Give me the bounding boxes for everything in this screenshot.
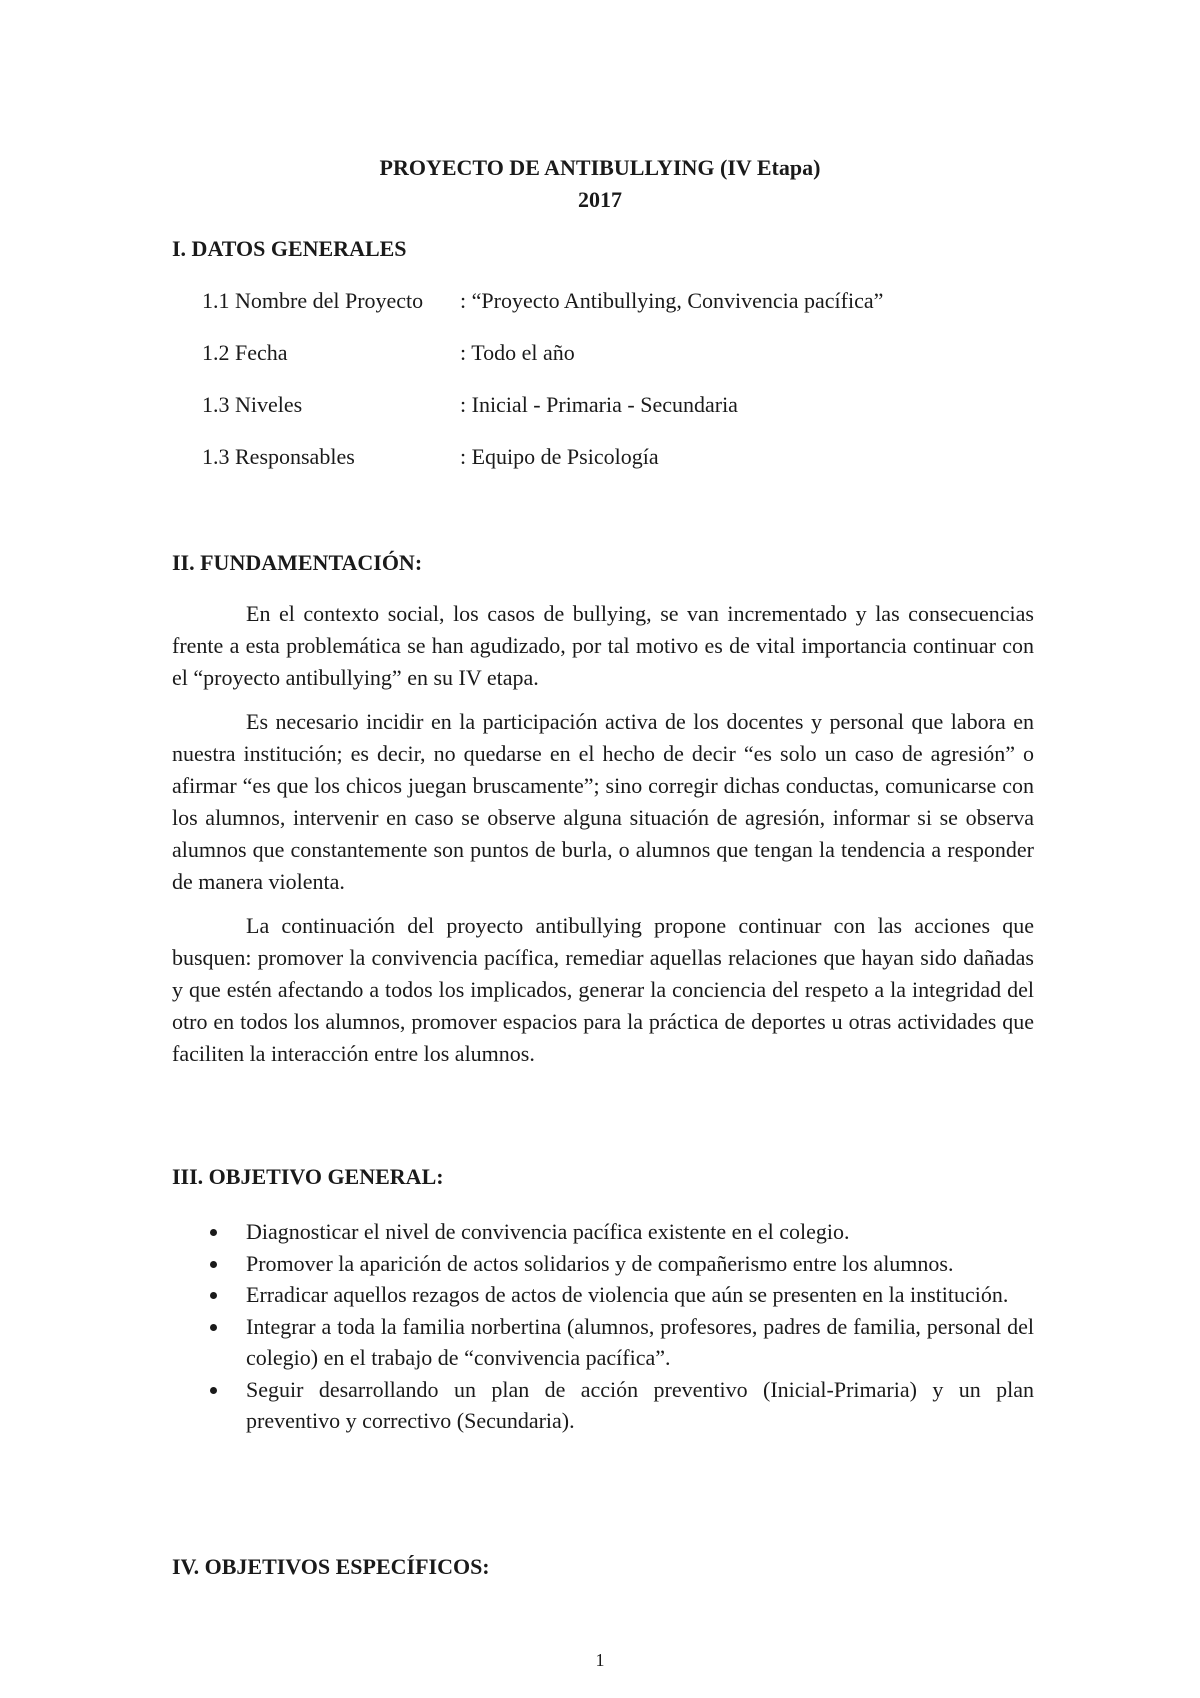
datos-label: 1.2 Fecha (202, 340, 288, 365)
bullet-icon (210, 1292, 217, 1299)
section-heading-fundamentacion: II. FUNDAMENTACIÓN: (172, 550, 423, 575)
datos-generales-list (202, 286, 883, 494)
datos-row (202, 442, 883, 494)
section-heading-datos-generales: I. DATOS GENERALES (172, 236, 407, 261)
list-item-text: Integrar a toda la familia norbertina (alumnos, profesores, padres de familia, personal del colegio) en el trabajo de “convivencia pacífica”. (246, 1313, 1034, 1370)
list-item (172, 1216, 1034, 1248)
section-heading-objetivos-especificos: IV. OBJETIVOS ESPECÍFICOS: (172, 1554, 490, 1579)
objetivo-general-list (172, 1216, 1034, 1437)
list-item (172, 1374, 1034, 1437)
bullet-icon (210, 1261, 217, 1268)
list-item (172, 1248, 1034, 1280)
paragraph: Es necesario incidir en la participación activa de los docentes y personal que labora en nuestra institución; es decir, no quedarse en el hecho de decir “es solo un caso de agresión” o afirmar “es que los chicos juegan bruscamente”; sino corregir dichas conductas, comunicarse con los alumnos, intervenir en caso se observe alguna situación de agresión, informar si se observa alumnos que constantemente son puntos de burla, o alumnos que tengan la tendencia a responder de manera violenta. (172, 709, 1034, 894)
page-number: 1 (595, 1650, 605, 1670)
paragraph: La continuación del proyecto antibullying propone continuar con las acciones que busquen: promover la convivencia pacífica, remediar aquellas relaciones que hayan sido dañadas y que estén afectando a todos los implicados, generar la conciencia del respeto a la integridad del otro en todos los alumnos, promover espacios para la práctica de deportes u otras actividades que faciliten la interacción entre los alumnos. (172, 913, 1034, 1066)
section-heading-objetivo-general: III. OBJETIVO GENERAL: (172, 1164, 444, 1189)
datos-label: 1.3 Niveles (202, 392, 303, 417)
datos-value: : Todo el año (460, 340, 575, 365)
list-item-text: Diagnosticar el nivel de convivencia pacífica existente en el colegio. (246, 1219, 850, 1244)
bullet-icon (210, 1387, 217, 1394)
document-title (0, 152, 1200, 216)
list-item (172, 1279, 1034, 1311)
datos-value: : Inicial - Primaria - Secundaria (460, 392, 738, 417)
datos-row (202, 338, 883, 390)
list-item (172, 1311, 1034, 1374)
list-item-text: Erradicar aquellos rezagos de actos de violencia que aún se presenten en la institución. (246, 1282, 1009, 1307)
title-line-2: 2017 (578, 187, 622, 212)
datos-label: 1.1 Nombre del Proyecto (202, 288, 424, 313)
datos-row (202, 390, 883, 442)
title-line-1: PROYECTO DE ANTIBULLYING (IV Etapa) (379, 155, 821, 180)
bullet-icon (210, 1324, 217, 1331)
datos-row (202, 286, 883, 338)
list-item-text: Promover la aparición de actos solidarios y de compañerismo entre los alumnos. (246, 1250, 954, 1276)
fundamentacion-body (172, 598, 1034, 1082)
list-item-text: Seguir desarrollando un plan de acción preventivo (Inicial-Primaria) y un plan preventivo y correctivo (Secundaria). (246, 1376, 1034, 1433)
datos-value: : Equipo de Psicología (460, 444, 659, 469)
bullet-icon (210, 1229, 217, 1236)
datos-value: : “Proyecto Antibullying, Convivencia pacífica” (460, 288, 884, 313)
paragraph: En el contexto social, los casos de bullying, se van incrementado y las consecuencias frente a esta problemática se han agudizado, por tal motivo es de vital importancia continuar con el “proyecto antibullying” en su IV etapa. (172, 601, 1034, 690)
datos-label: 1.3 Responsables (202, 444, 355, 469)
